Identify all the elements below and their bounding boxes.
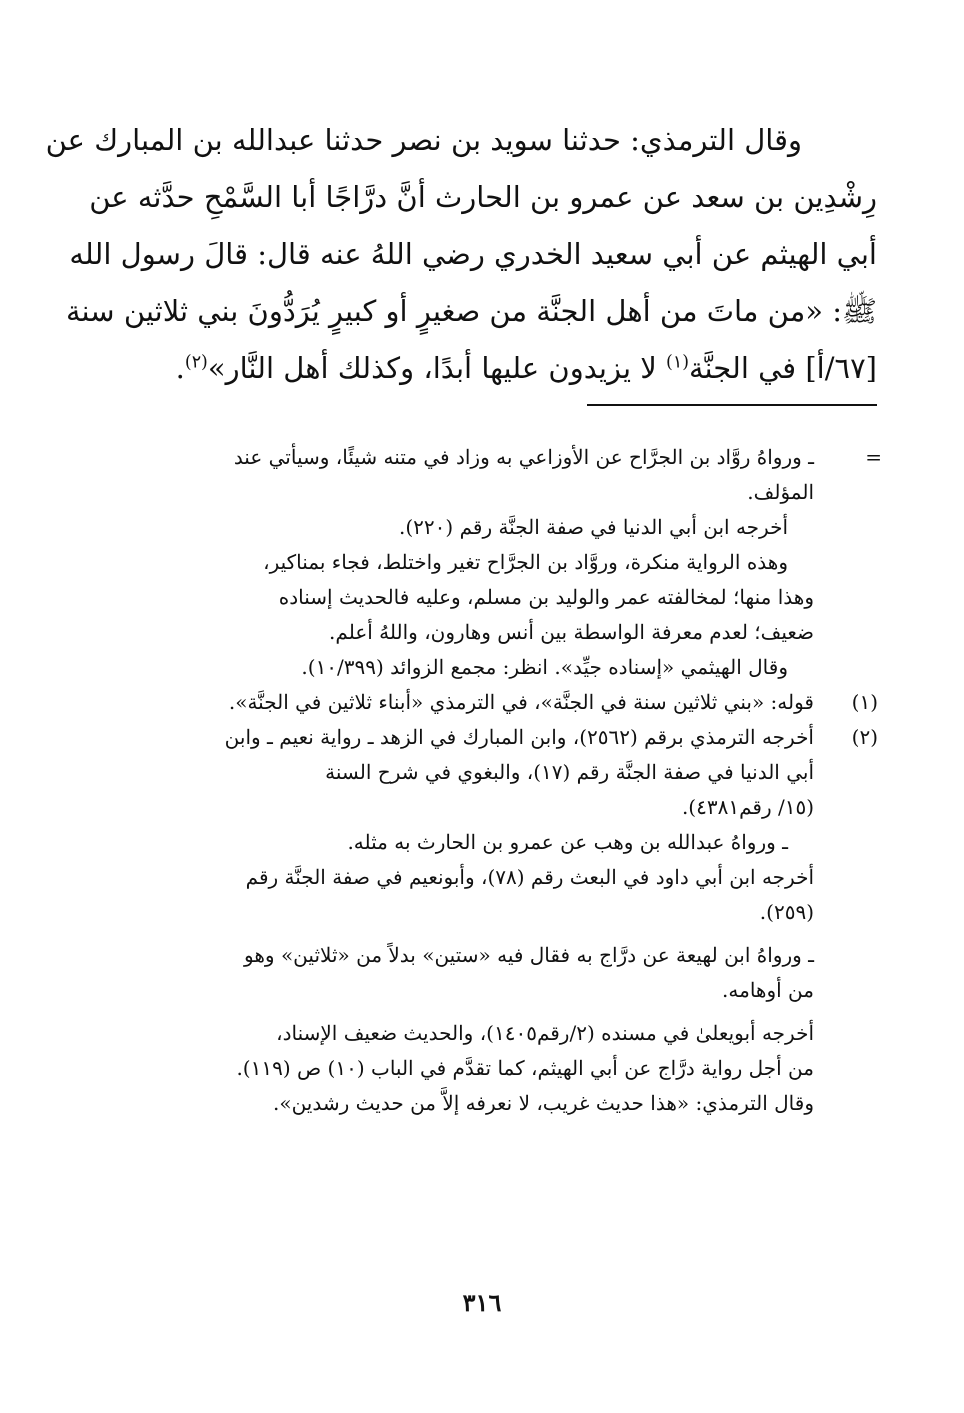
footnote-line: ـ ورواهُ عبدالله بن وهب عن عمرو بن الحارث به مثله. (347, 830, 788, 854)
main-line-last (85, 340, 877, 397)
footnote-2 (80, 720, 882, 755)
footnote-ref-2[interactable]: (٢) (184, 352, 208, 373)
footnote-line: ـ ورواهُ ابن لهيعة عن درَّاج به فقال فيه «ستين» بدلاً من «ثلاثين» وهو (244, 943, 814, 967)
footnote-line: أخرجه أبويعلىٰ في مسنده (٢/رقم١٤٠٥)، والحديث ضعيف الإسناد، (276, 1021, 814, 1045)
footnote-ref-1[interactable]: (١) (666, 352, 689, 373)
main-text (45, 112, 877, 397)
page-number: ٣١٦ (462, 1288, 502, 1317)
footnote-1-number: (١) (851, 690, 878, 714)
main-line: وقال الترمذي: حدثنا سويد بن نصر حدثنا عبدالله بن المبارك عن (45, 123, 802, 157)
footnote-1 (80, 685, 882, 720)
spacer (80, 1008, 882, 1016)
main-text-fragment: [٦٧/أ] في الجنَّة (688, 351, 877, 385)
footnote-1-text: قوله: «بني ثلاثين سنة في الجنَّة»، في الترمذي «أبناء ثلاثين في الجنَّة». (228, 690, 814, 714)
footnote-separator (587, 404, 877, 406)
continuation-marker: = (865, 445, 882, 469)
footnote-line: من أوهامه. (722, 978, 814, 1002)
footnote-line-text: ـ ورواهُ روَّاد بن الجرَّاح عن الأوزاعي به وزاد في متنه شيئًا، وسيأتي عند (233, 445, 814, 469)
footnote-line: أخرجه ابن أبي الدنيا في صفة الجنَّة رقم (٢٢٠). (399, 515, 788, 539)
footnote-line: أخرجه ابن أبي داود في البعث رقم (٧٨)، وأبونعيم في صفة الجنَّة رقم (245, 865, 814, 889)
main-text-fragment: . (175, 351, 185, 385)
footnote-line: أبي الدنيا في صفة الجنَّة رقم (١٧)، والبغوي في شرح السنة (325, 760, 814, 784)
footnote-2-text: أخرجه الترمذي برقم (٢٥٦٢)، وابن المبارك في الزهد ـ رواية نعيم ـ وابن (224, 725, 814, 749)
footnote-line: وقال الهيثمي «إسناده جيِّد». انظر: مجمع الزوائد (١٠/٣٩٩). (301, 655, 788, 679)
footnote-line: (٢٥٩). (759, 900, 814, 924)
footnote-line: (١٥/ رقم٤٣٨١). (681, 795, 814, 819)
footnote-line: وهذا منها؛ لمخالفته عمر والوليد بن مسلم، وعليه فالحديث إسناده (278, 585, 814, 609)
main-text-fragment: لا يزيدون عليها أبدًا، وكذلك أهل النَّار» (207, 351, 667, 385)
footnote-line: وهذه الرواية منكرة، وروَّاد بن الجرَّاح تغير واختلط، فجاء بمناكير، (263, 550, 788, 574)
footnote-line: المؤلف. (747, 480, 814, 504)
footnote-line: وقال الترمذي: «هذا حديث غريب، لا نعرفه إلاَّ من حديث رشدين». (272, 1091, 814, 1115)
footnote-2-number: (٢) (851, 725, 878, 749)
footnotes (80, 440, 882, 1121)
main-line: ﷺ: «من ماتَ من أهل الجنَّة من صغيرٍ أو كبيرٍ يُرَدُّونَ بني ثلاثين سنة (66, 294, 877, 328)
footnote-line: ضعيف؛ لعدم معرفة الواسطة بين أنس وهارون، واللهُ أعلم. (329, 620, 814, 644)
footnote-line: من أجل رواية درَّاج عن أبي الهيثم، كما تقدَّم في الباب (١٠) ص (١١٩). (236, 1056, 814, 1080)
main-line: رِشْدِين بن سعد عن عمرو بن الحارث أنَّ درَّاجًا أبا السَّمْحِ حدَّثه عن (89, 180, 877, 214)
footnote-line (80, 440, 882, 475)
main-line: أبي الهيثم عن أبي سعيد الخدري رضي اللهُ عنه قال: قالَ رسول الله (69, 237, 877, 271)
spacer (80, 930, 882, 938)
